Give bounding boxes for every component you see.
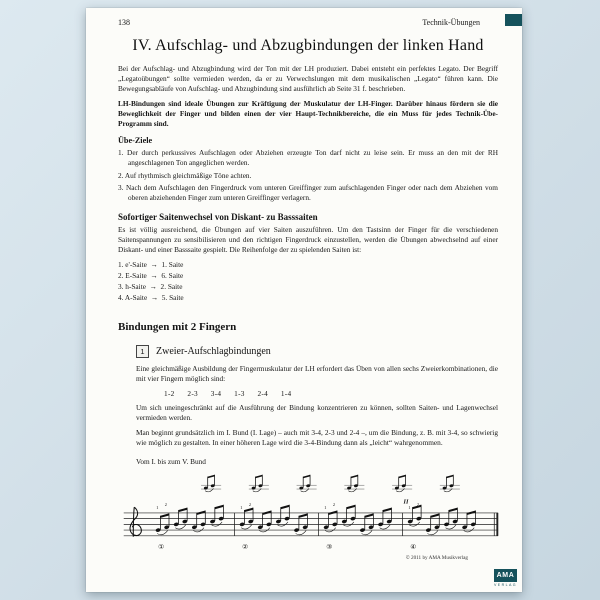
uebe-ziele-item: 3. Nach dem Aufschlagen den Fingerdruck vom unteren Greiffinger zum aufschlagenden Finger oder nach dem Abziehen vom oberen abziehenden Finger zum unteren Greiffinger verlagern. [118,182,498,202]
saitenwechsel-body: Es ist völlig ausreichend, die Übungen auf vier Saiten auszuführen. Um den Tastsinn der Finger für die verschiedenen Saitenspannungen zu sensibilisieren und den richtigen Fingerdruck einzustellen, werden die Übungen abwechselnd auf einer Diskant- und einer Basssaite gespielt. Die Reihenfolge der zu spielenden Saiten ist: [118,224,498,254]
string-order-line: 1. e'-Saite → 1. Saite [118,259,184,269]
exercise-block [136,345,498,466]
book-page [86,8,522,592]
page-title: IV. Aufschlag- und Abzugbindungen der linken Hand [132,37,484,54]
svg-text:2: 2 [332,502,336,508]
ama-logo-subtext: VERLAG [494,583,517,587]
svg-text:④: ④ [410,543,417,552]
uebe-ziele-heading: Übe-Ziele [118,136,153,146]
svg-text:1: 1 [240,505,243,511]
saitenwechsel-heading: Sofortiger Saitenwechsel von Diskant- zu Basssaiten [118,211,318,222]
string-order-line: 4. A-Saite → 5. Saite [118,292,184,302]
svg-text:1: 1 [156,505,159,511]
running-header [118,18,498,27]
exercise-paragraph: Um sich uneingeschränkt auf die Ausführung der Bindung konzentrieren zu können, sollten Saiten- und Lagenwechsel vermieden werden. [136,402,498,422]
section-heading: Bindungen mit 2 Fingern [118,320,237,333]
exercise-paragraph: Eine gleichmäßige Ausbildung der Fingermuskulatur der LH erfordert das Üben von allen sechs Zweierkombinationen, die mit vier Fingern möglich sind: [136,363,498,383]
finger-combinations: 1-2 2-3 3-4 1-3 2-4 1-4 [164,388,292,398]
page-number: 138 [118,18,130,27]
publisher-logo [494,569,517,587]
copyright-notice: © 2011 by AMA Musikverlag [405,555,468,561]
ama-logo-icon: AMA [494,569,517,582]
svg-text:②: ② [242,543,249,552]
music-example [118,467,498,555]
exercise-header [136,345,498,358]
svg-text:1: 1 [324,505,327,511]
exercise-title: Zweier-Aufschlagbindungen [156,345,271,357]
music-notation-staff [118,467,500,555]
uebe-ziele-item: 1. Der durch perkussives Aufschlagen oder Abziehen erzeugte Ton darf nicht zu leise sein. Er muss an den mit der RH angeschlagenen Ton angeglichen werden. [118,148,498,168]
svg-text:1: 1 [408,505,411,511]
music-caption: Vom I. bis zum V. Bund [136,457,206,466]
string-order-line: 2. E-Saite → 6. Saite [118,270,184,280]
page-content [86,8,522,561]
svg-text:③: ③ [326,543,333,552]
svg-text:2: 2 [248,502,251,508]
exercise-number-box: 1 [136,345,149,358]
string-order-line: 3. h-Saite → 2. Saite [118,281,183,291]
svg-text:2: 2 [164,502,167,508]
chapter-header: Technik-Übungen [422,18,480,27]
svg-text:①: ① [158,543,165,552]
bold-note-paragraph: LH-Bindungen sind ideale Übungen zur Kräftigung der Muskulatur der LH-Finger. Darüber hinaus fördern sie die Beweglichkeit der Finger und bilden einen der vier Haupt-Technikbereiche, die ein Muss für jedes Technik-Übe-Programm sind. [118,99,498,129]
intro-paragraph: Bei der Aufschlag- und Abzugbindung wird der Ton mit der LH produziert. Dabei entsteht ein perfektes Legato. Der Begriff „Legatoübungen“ sollte vermieden werden, da er zu Verwechslungen mit dem musikalischen „Legato“ führen kann. Die Bewegungsabläufe von Aufschlag- und Abzugbindung sind ausführlich ab Seite 31 f. beschrieben. [118,64,498,94]
uebe-ziele-item: 2. Auf rhythmisch gleichmäßige Töne achten. [118,170,252,180]
svg-text:2: 2 [416,502,420,508]
chapter-corner-tab [505,14,522,26]
exercise-paragraph: Man beginnt grundsätzlich im I. Bund (I. Lage) – auch mit 3-4, 2-3 und 2-4 –, um die Bindung, z. B. mit 3-4, so schwierig wie möglich zu gestalten. In einer höheren Lage wird die 3-4-Bindung dann als „leicht“ wahrgenommen. [136,427,498,447]
svg-text:II: II [403,498,409,506]
